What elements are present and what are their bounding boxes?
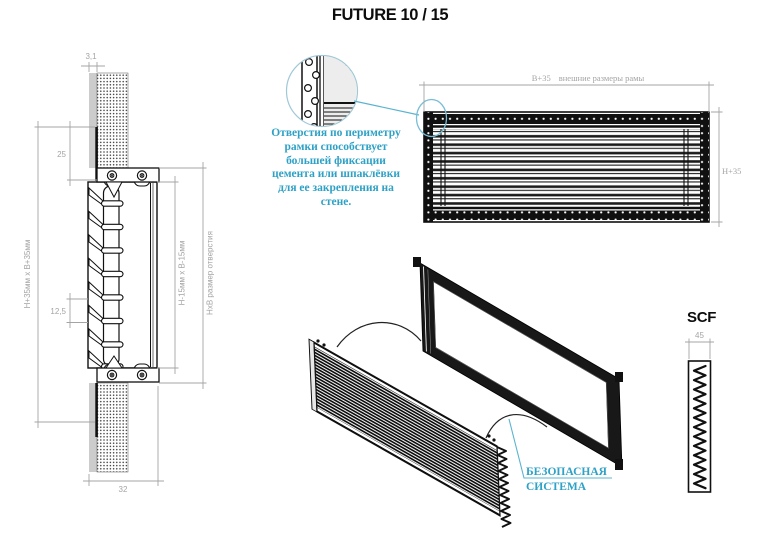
svg-text:25: 25 bbox=[57, 150, 66, 159]
dimension-overall bbox=[23, 121, 95, 428]
callout-note-line: цемента или шпаклёвки bbox=[271, 168, 401, 181]
isometric-drawing bbox=[309, 257, 623, 527]
dimension-front-width bbox=[419, 73, 714, 112]
svg-text:БЕЗОПАСНАЯ: БЕЗОПАСНАЯ bbox=[526, 466, 607, 478]
svg-text:СИСТЕМА: СИСТЕМА bbox=[526, 481, 587, 493]
detail-callout bbox=[287, 52, 420, 132]
callout-note-line: большей фиксации bbox=[286, 154, 386, 167]
page-title: FUTURE 10 / 15 bbox=[331, 6, 449, 24]
callout-note-line: Отверстия по периметру bbox=[271, 127, 401, 139]
svg-text:45: 45 bbox=[695, 331, 704, 340]
dimension-inner bbox=[157, 176, 187, 374]
screw-icon bbox=[137, 171, 146, 180]
section-view-drawing bbox=[23, 52, 215, 494]
scf-profile bbox=[685, 309, 716, 492]
safety-cable-left bbox=[337, 322, 421, 347]
callout-note-line: стене. bbox=[320, 195, 352, 208]
wall-lower bbox=[89, 383, 128, 472]
dimension-front-height bbox=[711, 107, 741, 227]
front-frame bbox=[424, 112, 709, 222]
dimension-pitch bbox=[50, 293, 88, 328]
screw-icon bbox=[137, 370, 146, 379]
svg-text:12,5: 12,5 bbox=[50, 307, 66, 316]
screw-icon bbox=[107, 171, 116, 180]
front-view-drawing bbox=[417, 73, 742, 227]
grille-panel-3d bbox=[309, 339, 500, 516]
svg-text:3,1: 3,1 bbox=[85, 52, 97, 61]
screw-icon bbox=[107, 370, 116, 379]
scf-title: SCF bbox=[687, 309, 717, 326]
grille-slats bbox=[433, 129, 700, 206]
callout-note bbox=[250, 127, 422, 210]
svg-text:H+35мм x B+35мм: H+35мм x B+35мм bbox=[23, 239, 32, 309]
detail-content bbox=[302, 52, 360, 132]
dimension-scf-width bbox=[685, 331, 714, 359]
svg-text:H+35: H+35 bbox=[722, 166, 742, 176]
callout-note-line: рамки способствует bbox=[284, 140, 388, 153]
svg-text:32: 32 bbox=[118, 485, 128, 494]
svg-text:B+35внешние размеры рамы: B+35 внешние размеры рамы bbox=[531, 73, 645, 83]
svg-text:H-15мм x B-15мм: H-15мм x B-15мм bbox=[177, 240, 187, 306]
dimension-opening bbox=[159, 162, 215, 389]
callout-note-line: для ее закрепления на bbox=[278, 182, 394, 195]
svg-text:HxB размер отверстия: HxB размер отверстия bbox=[205, 231, 215, 315]
grille-section-body bbox=[88, 182, 157, 369]
detail-leader-line bbox=[354, 101, 419, 115]
dimension-flange bbox=[81, 52, 105, 72]
